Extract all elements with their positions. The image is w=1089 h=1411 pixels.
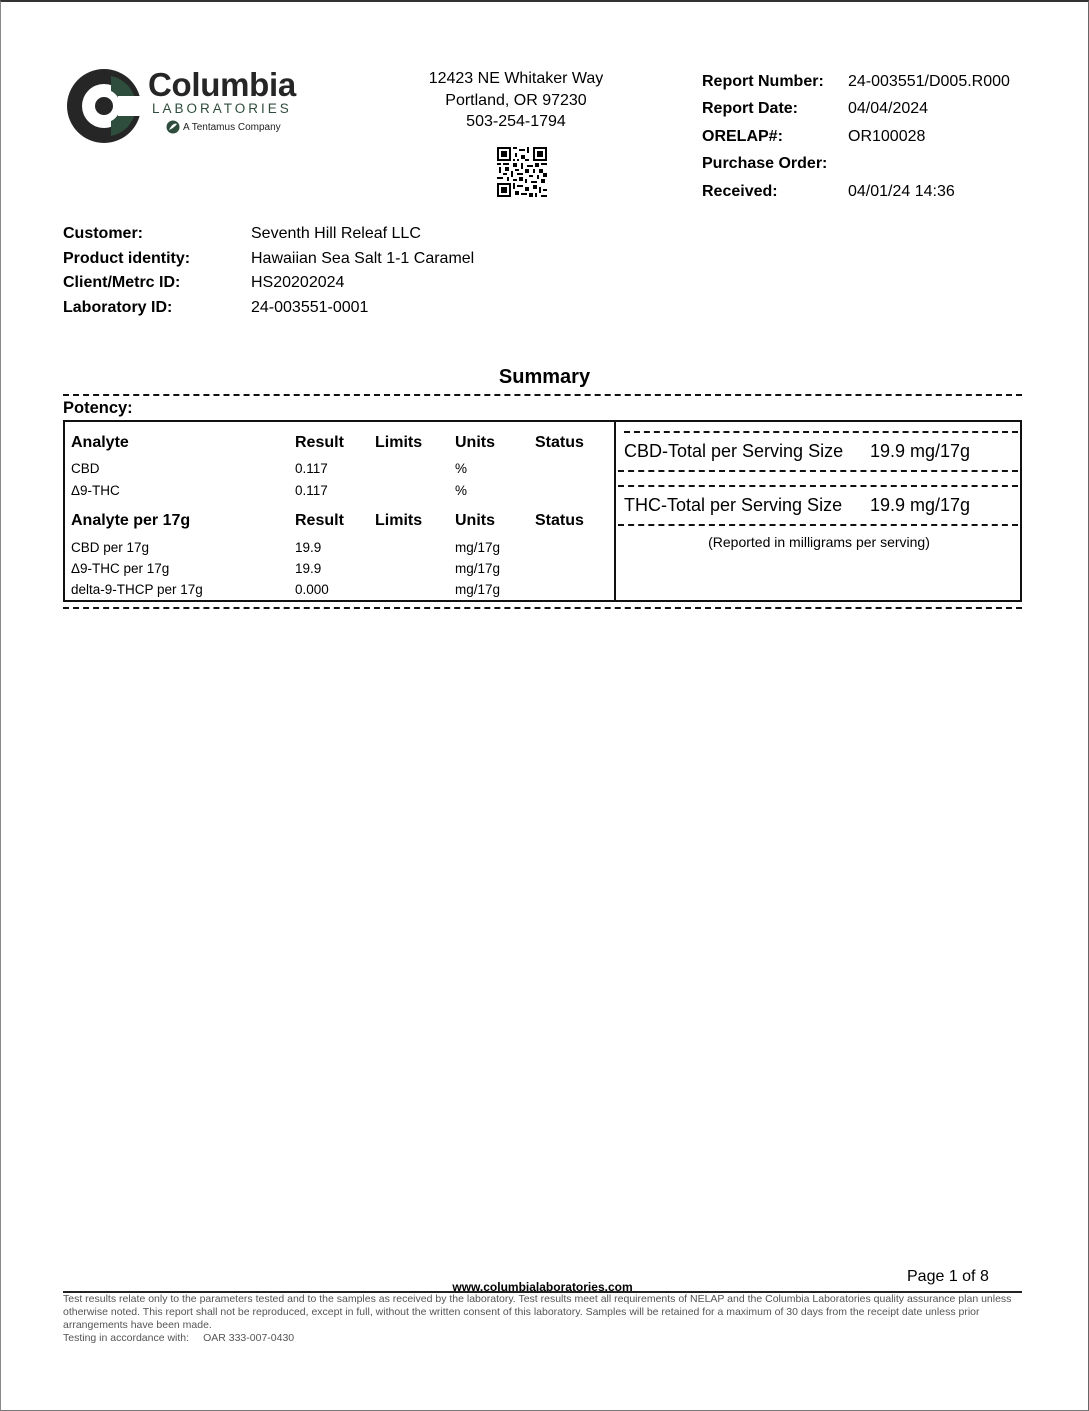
laboratory-id-value: 24-003551-0001: [251, 298, 369, 316]
limits-cell: [375, 561, 455, 576]
header-limits: Limits: [375, 512, 423, 529]
report-date-value: 04/04/2024: [848, 100, 929, 118]
logo-tagline: [166, 120, 281, 134]
customer-row: [63, 222, 474, 247]
thc-serving-label: THC-Total per Serving Size: [624, 495, 843, 515]
limits-cell: [375, 540, 455, 555]
table-row: [71, 483, 611, 498]
potency-summary-box: [63, 420, 1022, 602]
address-street: 12423 NE Whitaker Way: [428, 70, 604, 87]
units-cell: mg/17g: [455, 561, 501, 576]
header-units: Units: [455, 512, 495, 529]
limits-cell: [375, 582, 455, 597]
units-cell: %: [455, 483, 468, 498]
report-date-row: [702, 96, 1010, 124]
potency-table: [65, 422, 616, 600]
received-value: 04/01/24 14:36: [848, 182, 955, 200]
header-status: Status: [535, 434, 584, 451]
columbia-c-logo-icon: [64, 66, 144, 146]
company-logo: [64, 66, 314, 148]
serving-divider: [624, 431, 1018, 433]
limits-cell: [375, 483, 455, 498]
serving-note: (Reported in milligrams per serving): [708, 534, 930, 550]
laboratory-id-label: Laboratory ID:: [63, 298, 173, 316]
orelap-row: [702, 123, 1010, 151]
purchase-order-label: Purchase Order:: [702, 155, 828, 173]
table-header-row: [71, 434, 611, 452]
units-cell: %: [455, 461, 468, 476]
testing-value: OAR 333-007-0430: [203, 1332, 295, 1344]
logo-subtitle: LABORATORIES: [152, 101, 292, 116]
header-analyte-per-17g: Analyte per 17g: [71, 512, 191, 529]
report-date-label: Report Date:: [702, 100, 799, 118]
analyte-cell: delta-9-THCP per 17g: [71, 582, 203, 597]
header-analyte: Analyte: [71, 434, 129, 451]
table-row: [71, 540, 611, 555]
units-cell: mg/17g: [455, 582, 501, 597]
result-cell: 0.117: [295, 461, 328, 476]
report-number-value: 24-003551/D005.R000: [848, 72, 1010, 90]
lab-address: [400, 68, 632, 133]
limits-cell: [375, 461, 455, 476]
qr-code-icon[interactable]: [497, 147, 547, 197]
summary-title: Summary: [498, 366, 591, 388]
header-result: Result: [295, 512, 344, 529]
product-identity-row: [63, 247, 474, 272]
logo-name: Columbia: [148, 66, 296, 103]
analyte-cell: Δ9-THC per 17g: [71, 561, 170, 576]
client-metrc-id-value: HS20202024: [251, 274, 345, 292]
analyte-cell: CBD per 17g: [71, 540, 150, 555]
status-cell: [535, 461, 611, 476]
cbd-serving-label: CBD-Total per Serving Size: [624, 441, 844, 461]
header-limits: Limits: [375, 434, 423, 451]
status-cell: [535, 561, 611, 576]
analyte-cell: CBD: [71, 461, 100, 476]
serving-size-panel: [618, 422, 1020, 600]
analyte-cell: Δ9-THC: [71, 483, 120, 498]
serving-divider: [618, 485, 1018, 487]
header-status: Status: [535, 512, 584, 529]
customer-value: Seventh Hill Releaf LLC: [251, 225, 421, 243]
serving-divider: [618, 524, 1018, 526]
cbd-serving-value: 19.9 mg/17g: [870, 441, 971, 461]
header-result: Result: [295, 434, 344, 451]
result-cell: 19.9: [295, 540, 322, 555]
status-cell: [535, 483, 611, 498]
result-cell: 0.000: [295, 582, 329, 597]
address-phone: 503-254-1794: [466, 113, 566, 130]
status-cell: [535, 582, 611, 597]
report-number-row: [702, 68, 1010, 96]
table-row: [71, 461, 611, 476]
thc-serving-value: 19.9 mg/17g: [870, 495, 971, 515]
customer-label: Customer:: [63, 225, 144, 243]
website-link[interactable]: www.columbialaboratories.com: [452, 1280, 633, 1294]
header-units: Units: [455, 434, 495, 451]
testing-label: Testing in accordance with:: [63, 1332, 190, 1344]
tentamus-leaf-icon: [166, 120, 180, 134]
units-cell: mg/17g: [455, 540, 501, 555]
serving-divider: [618, 470, 1018, 472]
address-city: Portland, OR 97230: [445, 91, 587, 109]
product-identity-value: Hawaiian Sea Salt 1-1 Caramel: [251, 249, 475, 267]
product-identity-label: Product identity:: [63, 249, 191, 267]
client-metrc-id-label: Client/Metrc ID:: [63, 274, 181, 292]
received-row: [702, 178, 1010, 206]
thc-serving-row: [624, 495, 1014, 516]
potency-label: Potency:: [63, 399, 133, 417]
orelap-label: ORELAP#:: [702, 127, 783, 145]
result-cell: 0.117: [295, 483, 328, 498]
summary-bottom-divider: [63, 607, 1022, 609]
status-cell: [535, 540, 611, 555]
purchase-order-row: [702, 151, 1010, 179]
table-row: [71, 582, 611, 597]
orelap-value: OR100028: [848, 127, 926, 145]
laboratory-id-row: [63, 296, 474, 321]
disclaimer-text: Test results relate only to the parameters tested and to the samples as received by the laboratory. Test results meet all requirements of NELAP and the Columbia Laboratories quality assurance plan unless otherwise noted. This report shall not be reproduced, except in full, without the written consent of this laboratory. Samples will be retained for a maximum of 30 days from the receipt date unless prior arrangements have been made.: [63, 1293, 1012, 1331]
client-metrc-id-row: [63, 271, 474, 296]
table-header-row-per-serving: [71, 512, 611, 530]
report-number-label: Report Number:: [702, 72, 824, 90]
received-label: Received:: [702, 182, 778, 200]
report-info: [702, 68, 1010, 206]
customer-info: [63, 222, 474, 320]
testing-standard: [63, 1332, 294, 1344]
page-number: Page 1 of 8: [907, 1268, 989, 1285]
result-cell: 19.9: [295, 561, 322, 576]
summary-top-divider: [63, 394, 1022, 396]
table-row: [71, 561, 611, 576]
logo-tagline-text: A Tentamus Company: [183, 121, 281, 133]
cbd-serving-row: [624, 441, 1014, 462]
